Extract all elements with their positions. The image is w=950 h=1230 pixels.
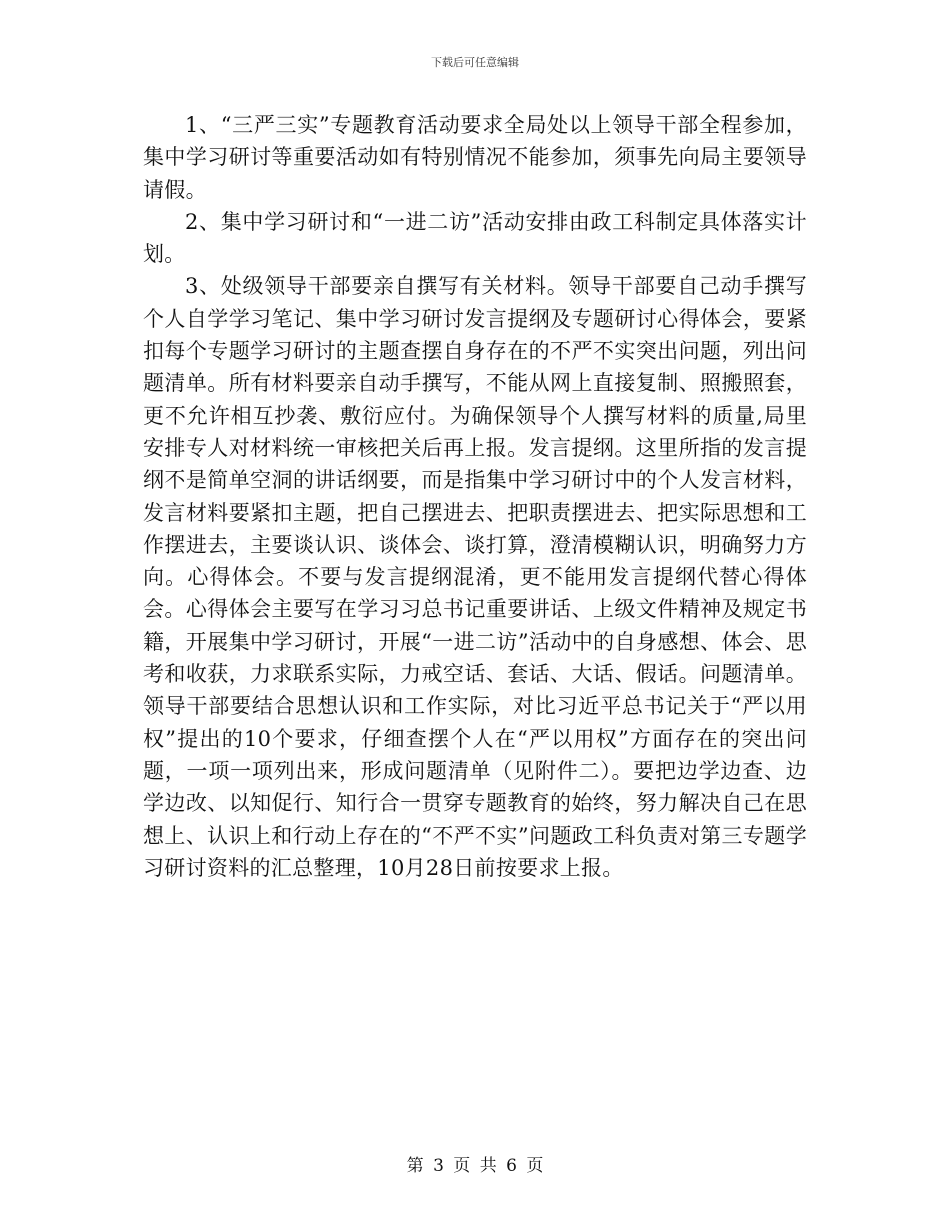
page-number-footer: 第 3 页 共 6 页 bbox=[406, 1156, 544, 1176]
header-note: 下载后可任意编辑 bbox=[431, 56, 519, 69]
document-body bbox=[143, 109, 807, 884]
paragraph-3: 3、处级领导干部要亲自撰写有关材料。领导干部要自己动手撰写个人自学学习笔记、集中学习研讨发言提纲及专题研讨心得体会，要紧扣每个专题学习研讨的主题查摆自身存在的不严不实突出问题，列出问题清单。所有材料要亲自动手撰写，不能从网上直接复制、照搬照套，更不允许相互抄袭、敷衍应付。为确保领导个人撰写材料的质量,局里安排专人对材料统一审核把关后再上报。发言提纲。这里所指的发言提纲不是简单空洞的讲话纲要，而是指集中学习研讨中的个人发言材料，发言材料要紧扣主题，把自己摆进去、把职责摆进去、把实际思想和工作摆进去，主要谈认识、谈体会、谈打算，澄清模糊认识，明确努力方向。心得体会。不要与发言提纲混淆，更不能用发言提纲代替心得体会。心得体会主要写在学习习总书记重要讲话、上级文件精神及规定书籍，开展集中学习研讨，开展“一进二访”活动中的自身感想、体会、思考和收获，力求联系实际，力戒空话、套话、大话、假话。问题清单。领导干部要结合思想认识和工作实际，对比习近平总书记关于“严以用权”提出的10个要求，仔细查摆个人在“严以用权”方面存在的突出问题，一项一项列出来，形成问题清单（见附件二）。要把边学边查、边学边改、以知促行、知行合一贯穿专题教育的始终，努力解决自己在思想上、认识上和行动上存在的“不严不实”问题政工科负责对第三专题学习研讨资料的汇总整理，10月28日前按要求上报。 bbox=[143, 274, 807, 880]
paragraph-1: 1、“三严三实”专题教育活动要求全局处以上领导干部全程参加，集中学习研讨等重要活动如有特别情况不能参加，须事先向局主要领导请假。 bbox=[143, 113, 807, 202]
paragraph-2: 2、集中学习研讨和“一进二访”活动安排由政工科制定具体落实计划。 bbox=[143, 209, 807, 267]
